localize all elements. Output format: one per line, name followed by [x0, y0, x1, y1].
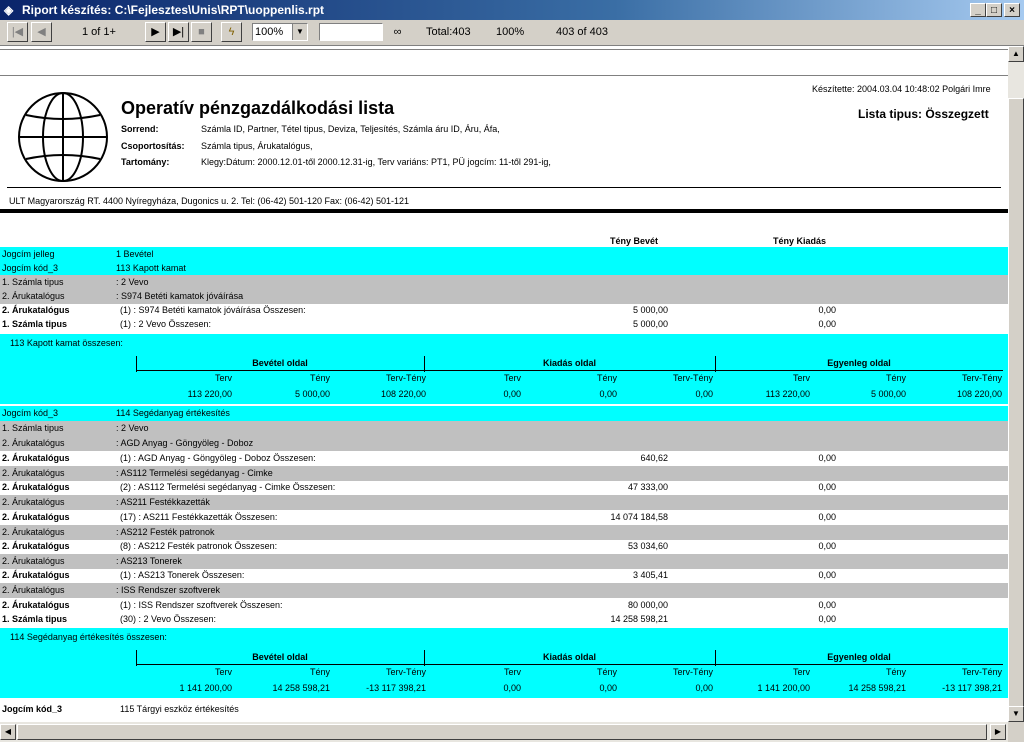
vertical-scroll-thumb[interactable] [1008, 98, 1024, 708]
row-description: (17) : AS211 Festékkazetták Összesen: [120, 512, 278, 522]
total-label: Total:403 [426, 26, 471, 38]
row-label: Jogcím kód_3 [2, 263, 59, 273]
summary-value: 0,00 [695, 683, 713, 693]
page-top-divider [0, 75, 1008, 76]
row-label: 2. Árukatalógus [2, 482, 70, 492]
table-row [0, 525, 1008, 540]
row-description: : AS112 Termelési segédanyag - Cimke [116, 468, 273, 478]
minimize-button[interactable]: _ [970, 3, 986, 17]
page-indicator: 1 of 1+ [82, 26, 116, 38]
meta-value-grouping: Számla tipus, Árukatalógus, [201, 141, 313, 151]
summary-subheader: Terv [503, 373, 521, 383]
table-row [0, 480, 1008, 495]
summary-value: 0,00 [503, 389, 521, 399]
row-label: 1. Számla tipus [2, 614, 68, 624]
chevron-down-icon: ▼ [1012, 709, 1020, 718]
row-description: : ISS Rendszer szoftverek [116, 585, 221, 595]
row-teny-bevet: 5 000,00 [632, 319, 668, 329]
row-description: : 2 Vevo [116, 423, 149, 433]
summary-group-header: Egyenleg oldal [827, 652, 891, 662]
scroll-up-button[interactable] [1008, 46, 1024, 62]
maximize-button[interactable]: □ [986, 3, 1002, 17]
summary-value: 0,00 [503, 683, 521, 693]
table-row [0, 303, 1008, 318]
table-row [0, 317, 1008, 332]
row-teny-bevet: 53 034,60 [627, 541, 668, 551]
row-description: (1) : 2 Vevo Összesen: [120, 319, 212, 329]
table-row [0, 466, 1008, 481]
summary-subheader: Tény [309, 373, 330, 383]
row-teny-kiadas: 0,00 [818, 600, 836, 610]
zoom-value: 100% [255, 26, 284, 38]
table-row [0, 612, 1008, 627]
row-description: : S974 Betéti kamatok jóváírása [116, 291, 244, 301]
row-label: 1. Számla tipus [2, 277, 64, 287]
table-row [0, 583, 1008, 598]
table-row [0, 598, 1008, 613]
summary-value: 108 220,00 [380, 389, 426, 399]
summary-value: 113 220,00 [187, 389, 232, 399]
summary-subheader: Terv [792, 373, 810, 383]
row-description: (30) : 2 Vevo Összesen: [120, 614, 217, 624]
first-page-button[interactable] [7, 22, 28, 42]
report-title: Operatív pénzgazdálkodási lista [121, 98, 395, 118]
meta-label-order: Sorrend: [121, 124, 159, 134]
table-row [0, 261, 1008, 276]
row-label: 2. Árukatalógus [2, 468, 65, 478]
row-teny-bevet: 47 333,00 [627, 482, 668, 492]
scroll-right-button[interactable] [990, 724, 1006, 740]
col-header-teny-bevet: Tény Bevét [610, 236, 659, 246]
table-row [0, 436, 1008, 451]
table-row [0, 289, 1008, 304]
row-teny-kiadas: 0,00 [818, 512, 836, 522]
row-teny-kiadas: 0,00 [818, 319, 836, 329]
page-edge [0, 49, 1008, 50]
row-label: 2. Árukatalógus [2, 453, 70, 463]
summary-value: 5 000,00 [870, 389, 906, 399]
created-value: 2004.03.04 10:48:02 Polgári Imre [857, 84, 991, 94]
row-description: 114 Segédanyag értékesítés [116, 408, 230, 418]
table-row [0, 510, 1008, 525]
row-description: (8) : AS212 Festék patronok Összesen: [120, 541, 278, 551]
row-description: : AS213 Tonerek [116, 556, 182, 566]
row-label: 2. Árukatalógus [2, 512, 70, 522]
summary-value: 1 141 200,00 [179, 683, 232, 693]
row-description: 1 Bevétel [116, 249, 154, 259]
summary-value: 0,00 [599, 389, 617, 399]
meta-value-order: Számla ID, Partner, Tétel tipus, Deviza, Teljesítés, Számla áru ID, Áru, Áfa, [201, 124, 500, 134]
summary-subheader: Terv [503, 667, 521, 677]
row-description: (1) : AS213 Tonerek Összesen: [120, 570, 245, 580]
app-icon: ◈ [4, 3, 14, 17]
meta-label-grouping: Csoportosítás: [121, 141, 185, 151]
summary-subheader: Terv-Tény [672, 667, 713, 677]
summary-title: 114 Segédanyag értékesítés összesen: [10, 632, 167, 642]
summary-group-header: Kiadás oldal [542, 358, 596, 368]
vertical-scrollbar[interactable] [1008, 46, 1024, 722]
summary-value: 0,00 [599, 683, 617, 693]
stop-icon: ■ [198, 26, 205, 38]
scroll-down-button[interactable] [1008, 706, 1024, 722]
row-label: 1. Számla tipus [2, 319, 68, 329]
summary-value: 0,00 [695, 389, 713, 399]
table-row [0, 275, 1008, 290]
row-teny-bevet: 5 000,00 [632, 305, 668, 315]
summary-value: 108 220,00 [956, 389, 1002, 399]
row-label: 2. Árukatalógus [2, 570, 70, 580]
summary-divider [136, 664, 1003, 665]
row-label: Jogcím kód_3 [2, 704, 63, 714]
chevron-up-icon: ▲ [1012, 49, 1020, 58]
row-teny-bevet: 14 074 184,58 [610, 512, 668, 522]
summary-subheader: Terv-Tény [385, 373, 426, 383]
window-title: Riport készítés: C:\Fejlesztes\Unis\RPT\uoppenlis.rpt [22, 3, 325, 17]
binoculars-icon: ∞ [393, 26, 402, 38]
records-label: 403 of 403 [556, 26, 608, 38]
row-teny-bevet: 14 258 598,21 [610, 614, 668, 624]
prev-page-button[interactable] [31, 22, 52, 42]
row-description: (1) : AGD Anyag - Göngyöleg - Doboz Összesen: [120, 453, 316, 463]
row-label: 2. Árukatalógus [2, 556, 65, 566]
list-type: Lista tipus: Összegzett [858, 107, 989, 121]
summary-subheader: Terv-Tény [672, 373, 713, 383]
summary-value: 113 220,00 [765, 389, 810, 399]
close-button[interactable]: × [1004, 3, 1020, 17]
summary-value: 14 258 598,21 [272, 683, 330, 693]
company-info: ULT Magyarország RT. 4400 Nyíregyháza, Dugonics u. 2. Tel: (06-42) 501-120 Fax: (06-42) 501-121 [9, 196, 410, 206]
chevron-right-icon: ▶ [994, 727, 1002, 736]
meta-value-range: Klegy:Dátum: 2000.12.01-től 2000.12.31-ig, Terv variáns: PT1, PÜ jogcím: 11-től 291-ig, [201, 157, 551, 167]
row-description: (1) : ISS Rendszer szoftverek Összesen: [120, 600, 283, 610]
row-teny-kiadas: 0,00 [818, 482, 836, 492]
table-row [0, 702, 1008, 717]
row-label: 1. Számla tipus [2, 423, 64, 433]
last-page-icon: ▶| [172, 26, 185, 38]
row-label: 2. Árukatalógus [2, 527, 65, 537]
summary-group-header: Bevétel oldal [252, 358, 308, 368]
row-teny-kiadas: 0,00 [818, 453, 836, 463]
row-description: : AGD Anyag - Göngyöleg - Doboz [116, 438, 254, 448]
row-teny-bevet: 640,62 [640, 453, 668, 463]
row-description: (2) : AS112 Termelési segédanyag - Cimke Összesen: [120, 482, 336, 492]
row-teny-bevet: 3 405,41 [632, 570, 668, 580]
report-viewport [0, 46, 1008, 722]
col-header-teny-kiadas: Tény Kiadás [773, 236, 827, 246]
row-teny-kiadas: 0,00 [818, 541, 836, 551]
summary-subheader: Tény [596, 667, 617, 677]
search-button[interactable] [387, 22, 408, 42]
next-page-button[interactable] [145, 22, 166, 42]
summary-group-header: Egyenleg oldal [827, 358, 891, 368]
summary-title: 113 Kapott kamat összesen: [10, 338, 123, 348]
scroll-left-button[interactable] [0, 724, 16, 740]
row-teny-kiadas: 0,00 [818, 305, 836, 315]
summary-divider [136, 370, 1003, 371]
summary-subheader: Terv-Tény [385, 667, 426, 677]
row-description: (1) : S974 Betéti kamatok jóváírása Összesen: [120, 305, 306, 315]
table-row [0, 406, 1008, 421]
globe-logo-icon [16, 90, 110, 184]
table-row [0, 451, 1008, 466]
stop-button[interactable] [191, 22, 212, 42]
next-page-icon: ▶ [151, 26, 160, 38]
summary-subheader: Tény [885, 667, 906, 677]
summary-value: 5 000,00 [294, 389, 330, 399]
row-teny-bevet: 80 000,00 [627, 600, 668, 610]
summary-subheader: Terv-Tény [961, 373, 1002, 383]
summary-value: 14 258 598,21 [848, 683, 906, 693]
row-label: 2. Árukatalógus [2, 600, 70, 610]
table-row [0, 495, 1008, 510]
row-teny-kiadas: 0,00 [818, 614, 836, 624]
summary-subheader: Terv-Tény [961, 667, 1002, 677]
header-divider [7, 187, 1001, 188]
table-row [0, 568, 1008, 583]
first-page-icon: |◀ [11, 26, 24, 38]
title-bar [0, 0, 1024, 20]
chevron-down-icon[interactable]: ▼ [292, 24, 307, 40]
summary-block [0, 334, 1008, 404]
row-label: 2. Árukatalógus [2, 585, 65, 595]
row-description: : 2 Vevo [116, 277, 149, 287]
summary-value: -13 117 398,21 [366, 683, 426, 693]
percent-label: 100% [496, 26, 525, 38]
scrollbar-corner [1008, 722, 1024, 742]
row-label: 2. Árukatalógus [2, 291, 65, 301]
table-row [0, 554, 1008, 569]
row-description: : AS211 Festékkazetták [116, 497, 210, 507]
summary-subheader: Terv [792, 667, 810, 677]
row-label: 2. Árukatalógus [2, 497, 65, 507]
summary-value: 1 141 200,00 [757, 683, 810, 693]
row-teny-kiadas: 0,00 [818, 570, 836, 580]
toolbar [0, 20, 1024, 46]
horizontal-scroll-thumb[interactable] [17, 724, 987, 740]
summary-subheader: Terv [214, 373, 232, 383]
table-row [0, 247, 1008, 262]
row-label: Jogcím kód_3 [2, 408, 59, 418]
summary-value: -13 117 398,21 [942, 683, 1002, 693]
search-input[interactable] [319, 23, 383, 41]
lightning-icon: ϟ [228, 26, 235, 38]
refresh-button[interactable] [221, 22, 242, 42]
summary-subheader: Tény [309, 667, 330, 677]
summary-group-header: Bevétel oldal [252, 652, 308, 662]
row-description: 115 Tárgyi eszköz értékesítés [120, 704, 239, 714]
zoom-select[interactable] [252, 23, 308, 41]
meta-label-range: Tartomány: [121, 157, 170, 167]
row-description: 113 Kapott kamat [116, 263, 186, 273]
summary-subheader: Terv [214, 667, 232, 677]
table-row [0, 539, 1008, 554]
prev-page-icon: ◀ [37, 26, 46, 38]
chevron-left-icon: ◀ [4, 727, 12, 736]
summary-subheader: Tény [885, 373, 906, 383]
row-label: Jogcím jelleg [2, 249, 55, 259]
row-label: 2. Árukatalógus [2, 541, 70, 551]
summary-block [0, 628, 1008, 698]
table-row [0, 421, 1008, 436]
thick-divider [0, 209, 1008, 213]
created-label: Készítette: 2004.03.04 10:48:02 Polgári Imre [812, 84, 991, 94]
summary-group-header: Kiadás oldal [542, 652, 596, 662]
row-description: : AS212 Festék patronok [116, 527, 215, 537]
row-label: 2. Árukatalógus [2, 438, 65, 448]
horizontal-scrollbar[interactable] [0, 722, 1008, 742]
row-label: 2. Árukatalógus [2, 305, 70, 315]
summary-subheader: Tény [596, 373, 617, 383]
last-page-button[interactable] [168, 22, 189, 42]
